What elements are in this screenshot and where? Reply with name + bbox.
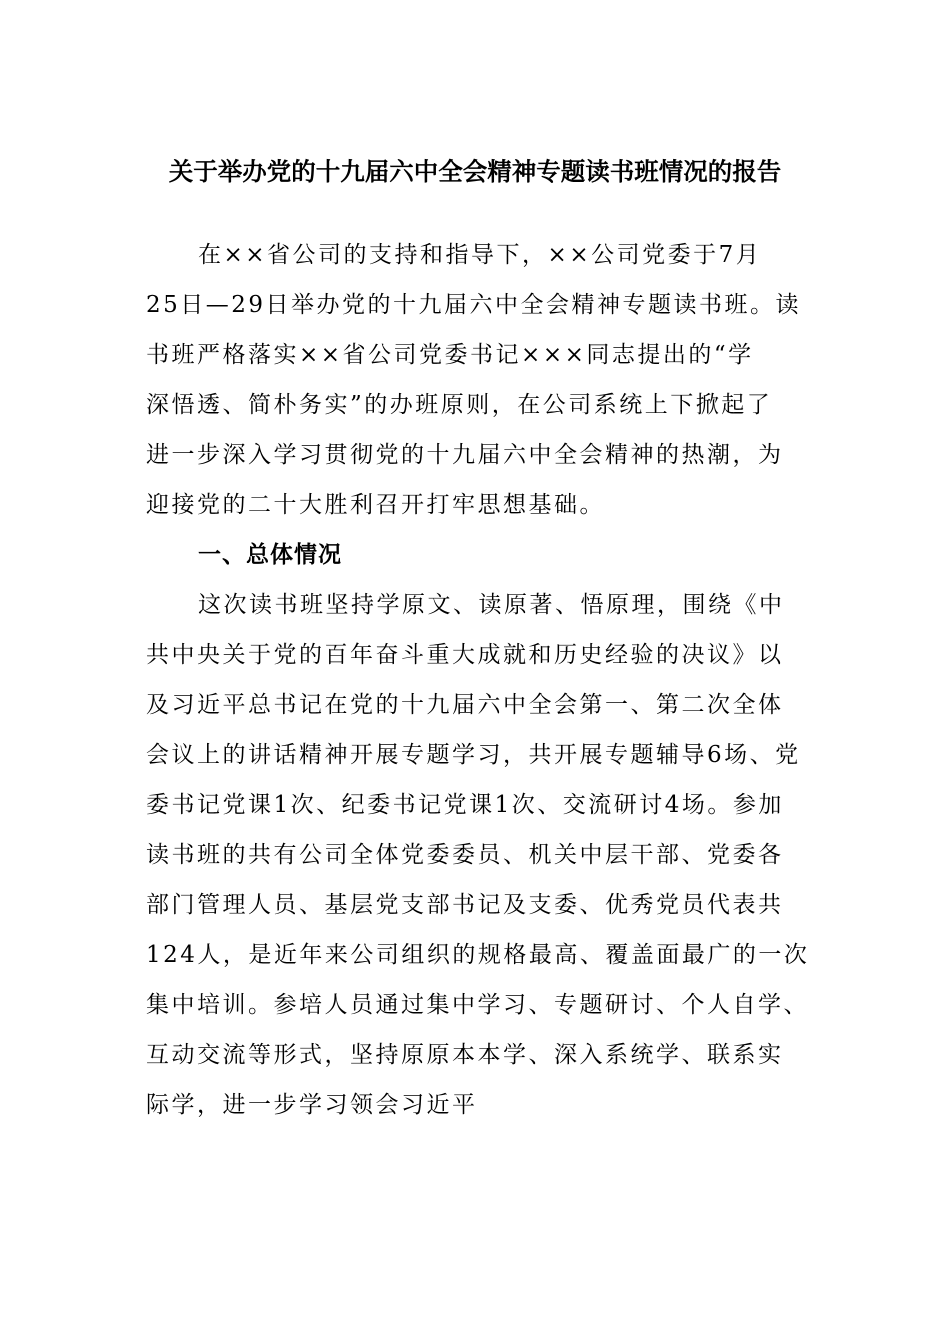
section-heading-overview: 一、总体情况 bbox=[198, 542, 342, 568]
document-title: 关于举办党的十九届六中全会精神专题读书班情况的报告 bbox=[168, 157, 782, 186]
paragraph-1-line-3: 书班严格落实××省公司党委书记×××同志提出的“学 bbox=[146, 342, 754, 368]
paragraph-2-line-10: 互动交流等形式，坚持原原本本学、深入系统学、联系实 bbox=[146, 1042, 784, 1068]
paragraph-2-line-7: 部门管理人员、基层党支部书记及支委、优秀党员代表共 bbox=[146, 892, 784, 918]
paragraph-2-line-1: 这次读书班坚持学原文、读原著、悟原理，围绕《中 bbox=[198, 592, 785, 618]
paragraph-2-line-2: 共中央关于党的百年奋斗重大成就和历史经验的决议》以 bbox=[146, 642, 784, 668]
paragraph-2-line-3: 及习近平总书记在党的十九届六中全会第一、第二次全体 bbox=[146, 692, 784, 718]
paragraph-2-line-4: 会议上的讲话精神开展专题学习，共开展专题辅导6场、党 bbox=[146, 742, 801, 768]
paragraph-2-line-8: 124人，是近年来公司组织的规格最高、覆盖面最广的一次 bbox=[146, 942, 810, 968]
paragraph-1-line-2: 25日—29日举办党的十九届六中全会精神专题读书班。读 bbox=[146, 292, 802, 318]
paragraph-2-line-9: 集中培训。参培人员通过集中学习、专题研讨、个人自学、 bbox=[146, 992, 809, 1018]
paragraph-2-line-6: 读书班的共有公司全体党委委员、机关中层干部、党委各 bbox=[146, 842, 784, 868]
paragraph-1-line-1: 在××省公司的支持和指导下，××公司党委于7月 bbox=[198, 242, 762, 268]
document-body bbox=[146, 230, 810, 1130]
paragraph-2-line-11: 际学，进一步学习领会习近平 bbox=[146, 1092, 478, 1118]
paragraph-1-line-6: 迎接党的二十大胜利召开打牢思想基础。 bbox=[146, 492, 605, 518]
paragraph-1-line-4: 深悟透、简朴务实”的办班原则，在公司系统上下掀起了 bbox=[146, 392, 773, 418]
paragraph-2-line-5: 委书记党课1次、纪委书记党课1次、交流研讨4场。参加 bbox=[146, 792, 784, 818]
paragraph-1-line-5: 进一步深入学习贯彻党的十九届六中全会精神的热潮，为 bbox=[146, 442, 784, 468]
